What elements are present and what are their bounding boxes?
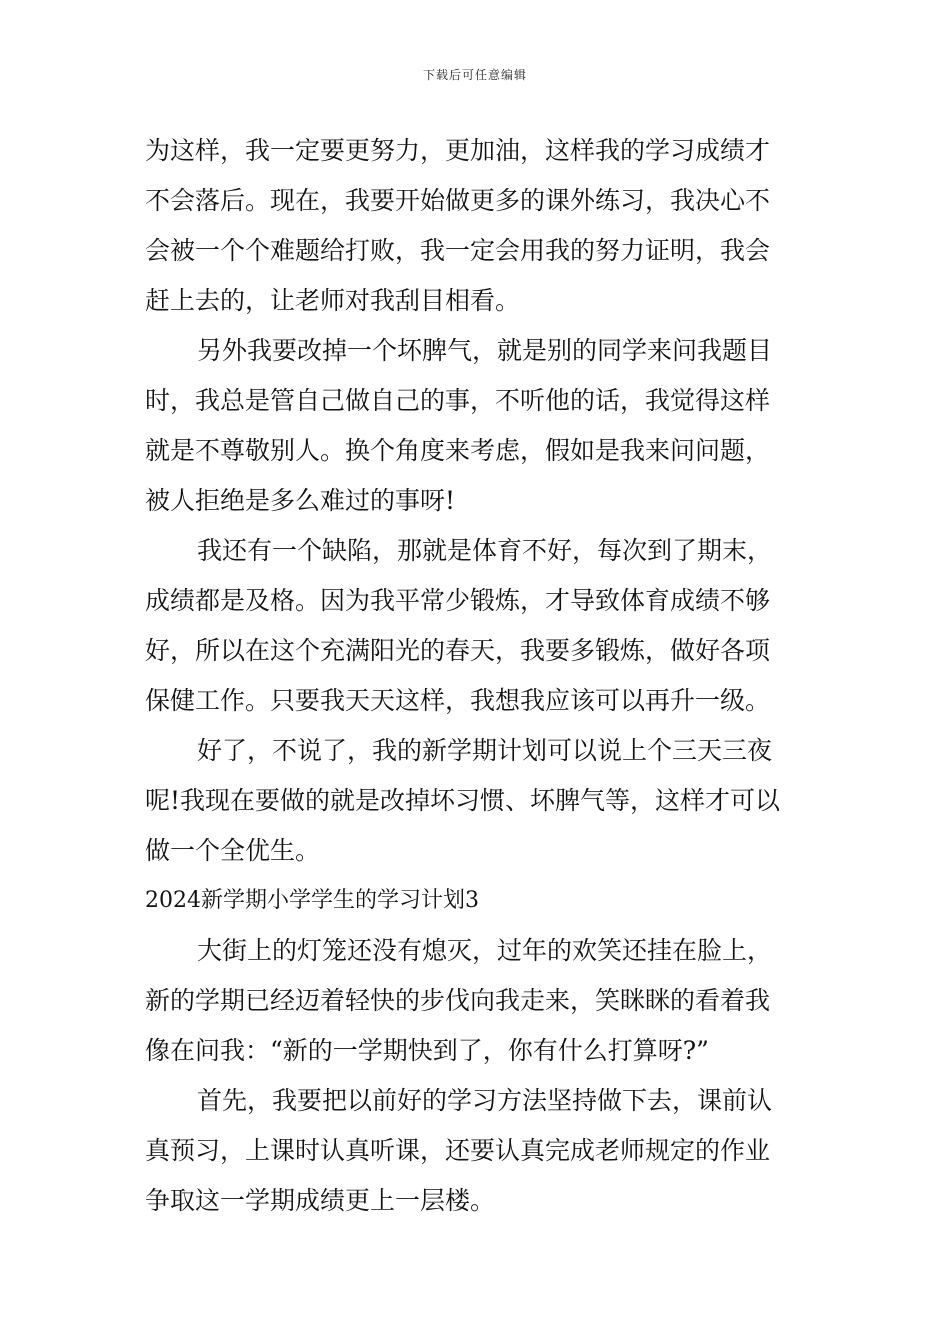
text-line: 好，所以在这个充满阳光的春天，我要多锻炼，做好各项 <box>145 636 771 665</box>
text-line: 为这样，我一定要更努力，更加油，这样我的学习成绩才 <box>145 136 771 165</box>
text-line: 争取这一学期成绩更上一层楼。 <box>145 1186 496 1215</box>
paragraph-first-line: 我还有一个缺陷，那就是体育不好，每次到了期末， <box>197 536 773 565</box>
text-line: 会被一个个难题给打败，我一定会用我的努力证明，我会 <box>145 236 771 265</box>
text-line: 保健工作。只要我天天这样，我想我应该可以再升一级。 <box>145 686 771 715</box>
text-line: 呢!我现在要做的就是改掉坏习惯、坏脾气等，这样才可以 <box>145 786 781 815</box>
text-line: 不会落后。现在，我要开始做更多的课外练习，我决心不 <box>145 186 771 215</box>
text-line: 成绩都是及格。因为我平常少锻炼，才导致体育成绩不够 <box>145 586 771 615</box>
paragraph-first-line: 大街上的灯笼还没有熄灭，过年的欢笑还挂在脸上， <box>197 936 773 965</box>
text-line: 被人拒绝是多么难过的事呀! <box>145 486 456 515</box>
text-line: 真预习，上课时认真听课，还要认真完成老师规定的作业 <box>145 1136 771 1165</box>
text-line: 时，我总是管自己做自己的事，不听他的话，我觉得这样 <box>145 386 771 415</box>
text-line: 做一个全优生。 <box>145 836 321 865</box>
text-line: 新的学期已经迈着轻快的步伐向我走来，笑眯眯的看着我 <box>145 986 771 1015</box>
page-header-note: 下载后可任意编辑 <box>422 68 527 82</box>
paragraph-first-line: 另外我要改掉一个坏脾气，就是别的同学来问我题目 <box>197 336 773 365</box>
section-heading: 2024新学期小学学生的学习计划3 <box>145 888 479 913</box>
paragraph-first-line: 好了，不说了，我的新学期计划可以说上个三天三夜 <box>197 736 773 765</box>
paragraph-first-line: 首先，我要把以前好的学习方法坚持做下去，课前认 <box>197 1086 773 1115</box>
text-line: 像在问我：“新的一学期快到了，你有什么打算呀?” <box>145 1036 709 1065</box>
text-line: 赶上去的，让老师对我刮目相看。 <box>145 286 521 315</box>
text-line: 就是不尊敬别人。换个角度来考虑，假如是我来问问题， <box>145 436 771 465</box>
document-body <box>145 126 807 1226</box>
